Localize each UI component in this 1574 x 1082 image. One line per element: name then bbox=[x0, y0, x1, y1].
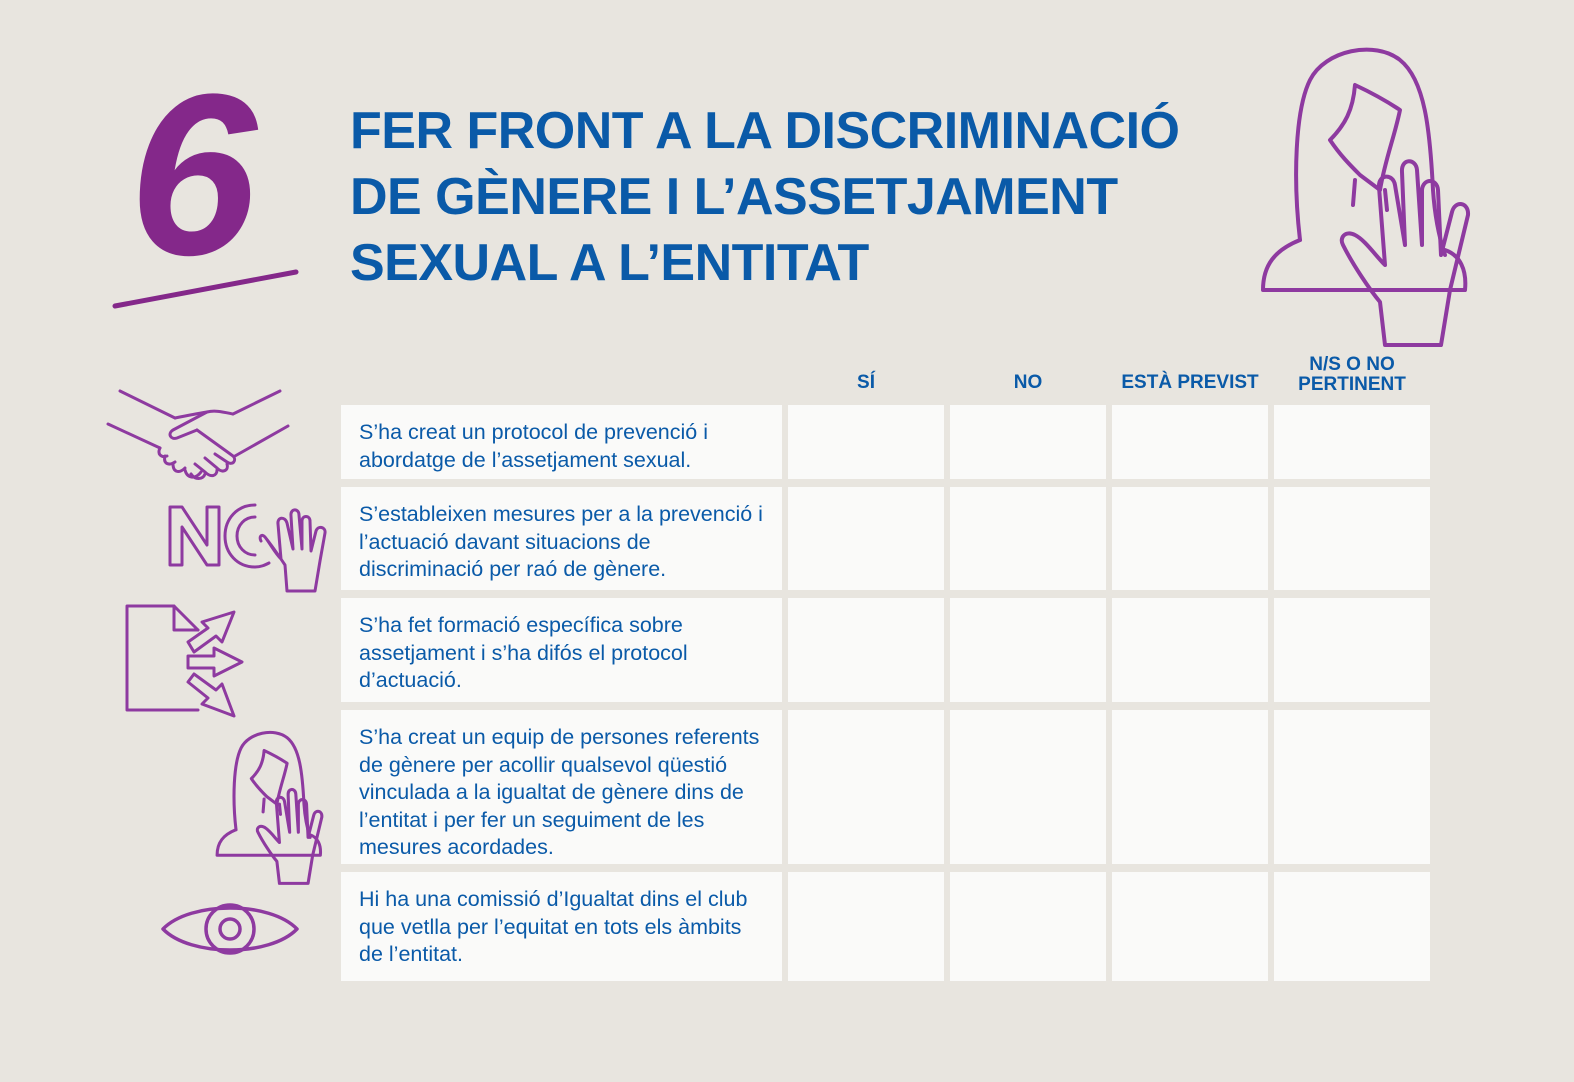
answer-cell-2-si[interactable] bbox=[788, 487, 944, 590]
no-hand-icon bbox=[165, 503, 327, 595]
column-header-ns-no-pertinent-label: N/S O NO PERTINENT bbox=[1298, 354, 1406, 395]
column-header-si: SÍ bbox=[857, 372, 875, 393]
woman-stop-hand-illustration bbox=[1255, 40, 1480, 355]
column-header-ns-no-pertinent bbox=[1274, 352, 1430, 402]
column-header-esta-previst: ESTÀ PREVIST bbox=[1121, 372, 1259, 393]
question-cell-4: S’ha creat un equip de persones referents de gènere per acollir qualsevol qüestió vinculada a la igualtat de gènere dins de l’entitat i per fer un seguiment de les mesures acordades. bbox=[341, 710, 782, 864]
answer-cell-3-ns-no-pertinent[interactable] bbox=[1274, 598, 1430, 702]
answer-cell-2-no[interactable] bbox=[950, 487, 1106, 590]
answer-cell-1-esta-previst[interactable] bbox=[1112, 405, 1268, 479]
section-title bbox=[350, 98, 1250, 296]
answer-cell-2-esta-previst[interactable] bbox=[1112, 487, 1268, 590]
section-number-underline bbox=[112, 268, 302, 312]
section-title-line-1: FER FRONT A LA DISCRIMINACIÓ bbox=[350, 102, 1180, 160]
section-number: 6 bbox=[129, 46, 257, 303]
question-cell-1: S’ha creat un protocol de prevenció i abordatge de l’assetjament sexual. bbox=[341, 405, 782, 479]
answer-cell-3-esta-previst[interactable] bbox=[1112, 598, 1268, 702]
answer-cell-4-ns-no-pertinent[interactable] bbox=[1274, 710, 1430, 864]
answer-cell-2-ns-no-pertinent[interactable] bbox=[1274, 487, 1430, 590]
section-title-line-2: DE GÈNERE I L’ASSETJAMENT bbox=[350, 168, 1118, 226]
answer-cell-5-ns-no-pertinent[interactable] bbox=[1274, 872, 1430, 981]
document-share-icon bbox=[122, 604, 250, 720]
answer-cell-3-si[interactable] bbox=[788, 598, 944, 702]
answer-cell-5-no[interactable] bbox=[950, 872, 1106, 981]
answer-cell-1-ns-no-pertinent[interactable] bbox=[1274, 405, 1430, 479]
answer-cell-5-esta-previst[interactable] bbox=[1112, 872, 1268, 981]
handshake-icon bbox=[105, 386, 290, 486]
section-title-line-3: SEXUAL A L’ENTITAT bbox=[350, 234, 869, 292]
answer-cell-3-no[interactable] bbox=[950, 598, 1106, 702]
eye-icon bbox=[160, 896, 300, 962]
answer-cell-4-esta-previst[interactable] bbox=[1112, 710, 1268, 864]
question-cell-2: S’estableixen mesures per a la prevenció i l’actuació davant situacions de discriminació per raó de gènere. bbox=[341, 487, 782, 590]
question-cell-3: S’ha fet formació específica sobre assetjament i s’ha difós el protocol d’actuació. bbox=[341, 598, 782, 702]
answer-cell-5-si[interactable] bbox=[788, 872, 944, 981]
answer-cell-1-si[interactable] bbox=[788, 405, 944, 479]
question-cell-5: Hi ha una comissió d’Igualtat dins el club que vetlla per l’equitat en tots els àmbits de l’entitat. bbox=[341, 872, 782, 981]
answer-cell-4-no[interactable] bbox=[950, 710, 1106, 864]
woman-stop-hand-icon bbox=[213, 727, 328, 889]
column-header-no: NO bbox=[1013, 372, 1043, 393]
answer-cell-4-si[interactable] bbox=[788, 710, 944, 864]
answer-cell-1-no[interactable] bbox=[950, 405, 1106, 479]
